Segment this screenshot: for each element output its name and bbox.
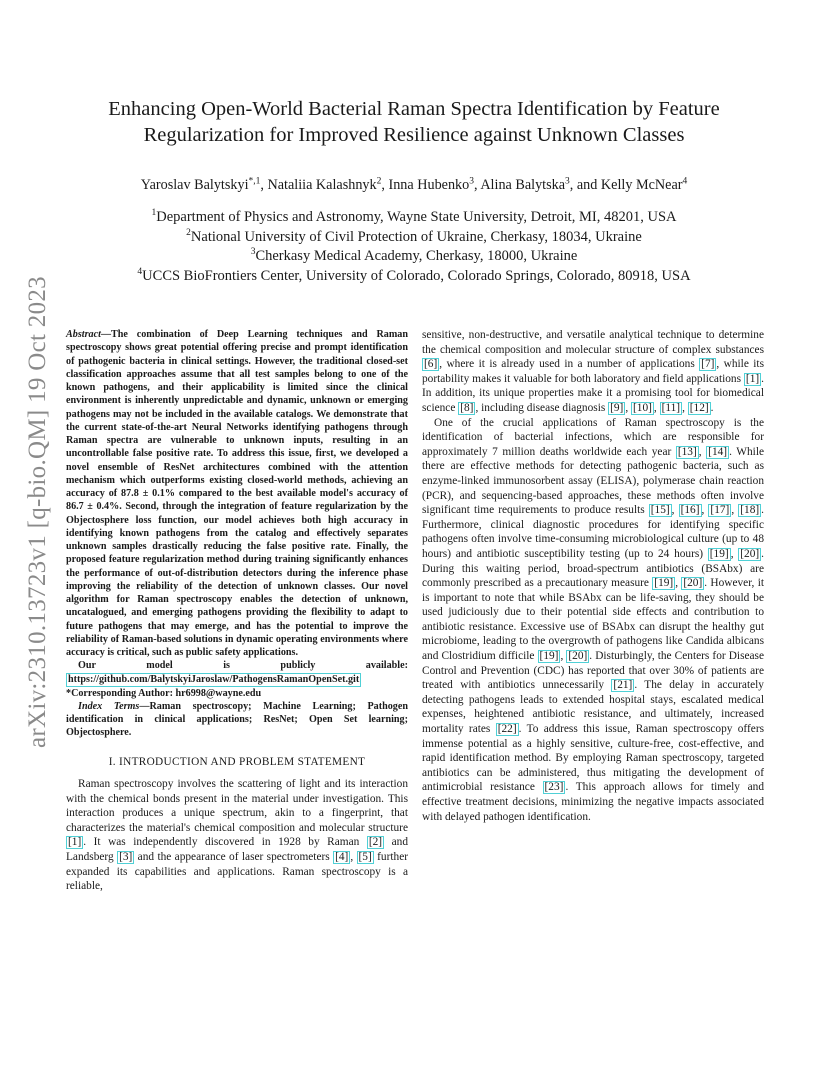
affiliation-text: UCCS BioFrontiers Center, University of Colorado, Colorado Springs, Colorado, 80918, USA <box>142 267 691 284</box>
body-text: , <box>675 577 682 590</box>
intro-paragraph <box>66 777 408 894</box>
affiliation <box>60 228 768 248</box>
citation-link[interactable]: [21] <box>613 679 633 692</box>
body-text: One of the crucial applications of Raman spectroscopy is the identification of bacterial infections, which are responsible for approximately 7 million deaths worldwide each year <box>422 416 764 458</box>
citation-link[interactable]: [9] <box>610 401 624 414</box>
citation-link[interactable]: [19] <box>539 650 559 663</box>
author-affiliation-mark: 3 <box>469 176 474 187</box>
abstract <box>66 328 408 659</box>
affiliation-text: Cherkasy Medical Academy, Cherkasy, 18000, Ukraine <box>255 248 578 264</box>
citation-link[interactable]: [3] <box>119 851 133 864</box>
body-text: . Furthermore, clinical diagnostic procedures for identifying specific pathogens often involve time-consuming microbiological culture (up to 48 hours) and antibiotic susceptibility testing (up to 24 hours) <box>422 504 764 560</box>
citation-link[interactable]: [14] <box>708 445 728 458</box>
index-terms-label: Index Terms <box>78 700 140 712</box>
abstract-label: Abstract <box>66 329 101 340</box>
affiliation-text: National University of Civil Protection of Ukraine, Cherkasy, 18034, Ukraine <box>190 228 642 245</box>
citation-link[interactable]: [20] <box>740 547 760 560</box>
body-text: , <box>350 851 357 864</box>
citation-link[interactable]: [19] <box>654 577 674 590</box>
body-paragraph <box>422 328 764 416</box>
author-affiliation-mark: 3 <box>565 176 570 187</box>
body-text: Raman spectroscopy involves the scattering of light and its interaction with the chemical bonds present in the material under investigation. This interaction produces a unique spectrum, akin to a fingerprint, that characterizes the material's chemical composition and molecular structure <box>66 778 408 834</box>
body-text: , <box>731 504 739 517</box>
affiliation <box>60 247 768 267</box>
body-text: , <box>698 445 707 458</box>
repo-availability: Our model is publicly available: <box>78 660 408 672</box>
body-text: , <box>701 504 709 517</box>
body-text: , where it is already used in a number of applications <box>439 358 700 371</box>
author-name: Kelly McNear <box>600 177 683 193</box>
author-name: Inna Hubenko <box>388 177 470 193</box>
author-name: Nataliia Kalashnyk <box>267 177 377 193</box>
author-name: Yaroslav Balytskyi <box>140 177 249 193</box>
body-text: and the appearance of laser spectrometers <box>134 851 334 864</box>
body-text: , <box>653 401 660 414</box>
citation-link[interactable]: [12] <box>689 401 709 414</box>
title-line-1: Enhancing Open-World Bacterial Raman Spectra Identification by Feature <box>108 98 720 120</box>
affiliation-number: 3 <box>250 247 256 258</box>
citation-link[interactable]: [11] <box>661 401 681 414</box>
body-text: , while its portability makes it valuable for both laboratory and field applications <box>422 358 764 385</box>
body-text: . It was independently discovered in 1928 by Raman <box>83 836 367 849</box>
citation-link[interactable]: [16] <box>680 504 700 517</box>
body-paragraph <box>422 416 764 825</box>
citation-link[interactable]: [1] <box>745 372 760 385</box>
affiliation <box>60 208 768 228</box>
body-text: . <box>710 401 714 414</box>
affiliation-number: 2 <box>186 227 191 238</box>
affiliation-number: 1 <box>151 208 157 219</box>
citation-link[interactable]: [2] <box>368 836 383 849</box>
author-name: Alina Balytska <box>480 177 566 193</box>
body-text: . To address this issue, Raman spectroscopy offers immense potential as a highly sensitive, culture-free, cost-effective, and rapid identification method. By employing Raman spectroscopy, targeted antibiotics can be administered, thus mitigating the development of antimicrobial resistance <box>422 723 765 794</box>
citation-link[interactable]: [6] <box>424 358 438 371</box>
title-line-2: Regularization for Improved Resilience against Unknown Classes <box>143 124 685 146</box>
body-text: . While there are effective methods for detecting pathogenic bacteria, such as enzyme-linked immunosorbent assay (ELISA), polymerase chain reaction (PCR), and sequencing-based approaches, these methods often involve significant time requirements to produce results <box>422 445 765 517</box>
body-text: . Disturbingly, the Centers for Disease Control and Prevention (CDC) has reported that over 30% of patients are treated with antibiotics unnecessarily <box>422 650 765 692</box>
arxiv-id: arXiv:2310.13723v1 [q-bio.QM] 19 Oct 2023 <box>24 276 51 748</box>
body-text: sensitive, non-destructive, and versatile analytical technique to determine the chemical composition and molecular structure of complex substances <box>422 329 764 356</box>
citation-link[interactable]: [7] <box>701 358 715 371</box>
citation-link[interactable]: [19] <box>709 547 729 560</box>
citation-link[interactable]: [15] <box>650 504 670 517</box>
body-text: further expanded its capabilities and applications. Raman spectroscopy is a reliable, <box>66 851 409 893</box>
body-text: , <box>730 547 739 560</box>
citation-link[interactable]: [1] <box>68 836 82 849</box>
arxiv-sidebar-stamp <box>18 262 58 762</box>
citation-link[interactable]: [8] <box>460 401 474 414</box>
body-text: , including disease diagnosis <box>475 401 609 414</box>
body-text: , <box>682 401 688 414</box>
affiliation-number: 4 <box>137 266 143 277</box>
citation-link[interactable]: [22] <box>497 723 517 736</box>
repo-link[interactable]: https://github.com/BalytskyiJaroslaw/PathogensRamanOpenSet.git <box>68 673 360 685</box>
body-text: . During this waiting period, broad-spectrum antibiotics (BSAbx) are commonly prescribed as a precautionary measure <box>422 547 765 590</box>
affiliation-text: Department of Physics and Astronomy, Wayne State University, Detroit, MI, 48201, USA <box>156 209 677 225</box>
author-affiliation-mark: *,1 <box>248 176 261 187</box>
index-terms <box>66 700 408 740</box>
affiliation <box>60 267 768 287</box>
citation-link[interactable]: [4] <box>335 851 349 864</box>
body-text: . This approach allows for timely and effective treatment decisions, minimizing the negative impacts associated with delayed pathogen identification. <box>422 781 764 823</box>
author-affiliation-mark: 2 <box>376 176 382 187</box>
body-text: , <box>671 504 679 517</box>
citation-link[interactable]: [13] <box>677 445 697 458</box>
author-list: Yaroslav Balytskyi$^{*,1}$, Nataliia Kalashnyk$^2$, Inna Hubenko$^3$, Alina Balytska$^3$, and Kelly McNear$^4$ <box>140 176 688 193</box>
section-heading: I. INTRODUCTION AND PROBLEM STATEMENT <box>108 755 366 768</box>
citation-link[interactable]: [23] <box>544 781 564 794</box>
affiliation-list <box>60 208 768 286</box>
body-text: . The delay in accurately detecting pathogens leads to extended hospital stays, escalated medical expenses, heightened antibiotic resistance, and ultimately, increased mortality rates <box>422 679 764 736</box>
left-column <box>66 328 408 894</box>
citation-link[interactable]: [10] <box>633 401 652 414</box>
body-text: . In addition, its unique properties make it a promising tool for biomedical science <box>422 372 764 414</box>
index-terms-text: —Raman spectroscopy; Machine Learning; Pathogen identification in clinical applications; ResNet; Open Set learning; Objectosphere. <box>66 700 408 739</box>
citation-link[interactable]: [20] <box>568 650 588 663</box>
author-affiliation-mark: 4 <box>682 176 688 187</box>
right-column <box>422 328 764 824</box>
paper-title <box>60 96 768 148</box>
citation-link[interactable]: [17] <box>710 504 730 517</box>
body-text: , <box>560 650 567 663</box>
body-text: . However, it is important to note that while BSAbx can be life-saving, they should be used judiciously due to their potential side effects and contribution to antibiotic resistance. Excessive use of BSAbx can disrupt the healthy gut microbiome, leading to the overgrowth of pathogens like Candida albicans and Clostridium difficile <box>422 577 764 663</box>
citation-link[interactable]: [20] <box>683 577 703 590</box>
citation-link[interactable]: [5] <box>358 851 372 864</box>
abstract-text: —The combination of Deep Learning techniques and Raman spectroscopy shows great potential offering precise and prompt identification of pathogenic bacteria in clinical settings. However, the traditional closed-set classification approaches assume that all test samples belong to one of the known pathogens, and their applicability is limited since the clinical environment is inherently unpredictable and dynamic, unknown or emerging pathogens may not be included in the available catalogs. We demonstrate that the current state-of-the-art Neural Networks identifying pathogens through Raman spectra are vulnerable to unknown inputs, resulting in an uncontrollable false positive rate. To address this issue, first, we developed a novel ensemble of ResNet architectures combined with the attention mechanism which outperforms existing closed-world methods, achieving an accuracy of 87.8 ± 0.1% compared to the best available model's accuracy of 86.7 ± 0.4%. Second, through the integration of feature regularization by the Objectosphere loss function, our model achieves both high accuracy in identifying known pathogens from the catalog and effectively separates unknown samples drastically reducing the false positive rate. Finally, the proposed feature regularization method during training significantly enhances the performance of out-of-distribution detectors during the inference phase improving the reliability of the detection of unknown classes. Our novel algorithm for Raman spectroscopy enables the detection of unknown, uncatalogued, and emerging pathogens providing the flexibility to adapt to future pathogens that may emerge, and has the potential to improve the reliability of Raman-based solutions in dynamic operating environments where accuracy is critical, such as public safety applications. <box>66 329 408 658</box>
body-text: and Landsberg <box>66 836 408 864</box>
corresponding-author: *Corresponding Author: hr6998@wayne.edu <box>66 687 262 699</box>
body-text: , <box>625 401 632 414</box>
citation-link[interactable]: [18] <box>740 504 760 517</box>
repo-link-line <box>66 673 408 687</box>
